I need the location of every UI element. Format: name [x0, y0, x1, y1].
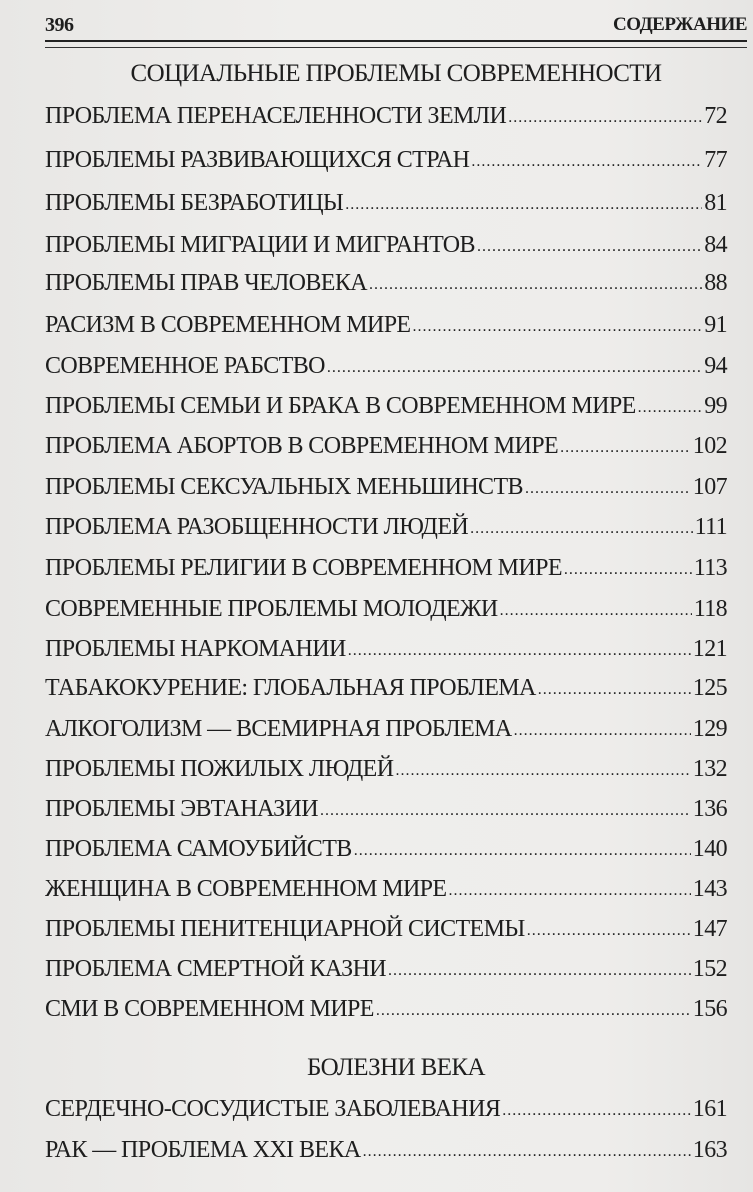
toc-entry-title: ЖЕНЩИНА В СОВРЕМЕННОМ МИРЕ — [45, 876, 447, 902]
toc-entry[interactable] — [45, 876, 727, 906]
toc-entry[interactable] — [45, 1137, 727, 1167]
toc-entry-page: 72 — [704, 103, 727, 129]
toc-entry[interactable] — [45, 675, 727, 705]
page-number: 396 — [45, 14, 74, 36]
toc-entry[interactable] — [45, 956, 727, 986]
toc-entry[interactable] — [45, 514, 727, 544]
toc-entry-page: 94 — [704, 353, 727, 379]
toc-entry-page: 84 — [704, 232, 727, 258]
toc-entry-page: 77 — [704, 147, 727, 173]
toc-entry[interactable] — [45, 756, 727, 786]
toc-entry[interactable] — [45, 312, 727, 342]
dot-leader — [369, 270, 702, 290]
toc-entry-page: 156 — [692, 996, 727, 1022]
dot-leader — [345, 190, 702, 210]
dot-leader — [527, 916, 691, 936]
toc-entry-title: ПРОБЛЕМА ПЕРЕНАСЕЛЕННОСТИ ЗЕМЛИ — [45, 103, 507, 129]
toc-entry-title: ПРОБЛЕМА РАЗОБЩЕННОСТИ ЛЮДЕЙ — [45, 514, 469, 540]
dot-leader — [470, 514, 692, 534]
toc-entry-title: ТАБАКОКУРЕНИЕ: ГЛОБАЛЬНАЯ ПРОБЛЕМА — [45, 675, 536, 701]
header-rule-thin — [45, 47, 747, 48]
toc-entry-title: ПРОБЛЕМЫ ПОЖИЛЫХ ЛЮДЕЙ — [45, 756, 394, 782]
toc-entry[interactable] — [45, 796, 727, 826]
toc-entry-page: 113 — [693, 555, 727, 581]
toc-entry[interactable] — [45, 270, 727, 300]
toc-entry-title: ПРОБЛЕМЫ РАЗВИВАЮЩИХСЯ СТРАН — [45, 147, 470, 173]
toc-entry-title: СМИ В СОВРЕМЕННОМ МИРЕ — [45, 996, 374, 1022]
toc-entry-page: 102 — [692, 433, 727, 459]
dot-leader — [354, 836, 691, 856]
toc-entry-page: 107 — [692, 474, 727, 500]
toc-entry[interactable] — [45, 636, 727, 666]
toc-entry-title: ПРОБЛЕМЫ СЕКСУАЛЬНЫХ МЕНЬШИНСТВ — [45, 474, 523, 500]
dot-leader — [376, 996, 691, 1016]
toc-entry-page: 147 — [692, 916, 727, 942]
dot-leader — [638, 393, 703, 413]
toc-entry[interactable] — [45, 103, 727, 133]
dot-leader — [395, 756, 690, 776]
dot-leader — [471, 147, 702, 167]
toc-entry-page: 91 — [704, 312, 727, 338]
toc-entry[interactable] — [45, 555, 727, 585]
toc-entry-title: ПРОБЛЕМА САМОУБИЙСТВ — [45, 836, 352, 862]
dot-leader — [500, 596, 692, 616]
dot-leader — [320, 796, 691, 816]
dot-leader — [448, 876, 690, 896]
toc-entry[interactable] — [45, 147, 727, 177]
dot-leader — [388, 956, 691, 976]
toc-entry-title: СОВРЕМЕННОЕ РАБСТВО — [45, 353, 325, 379]
toc-entry-page: 118 — [693, 596, 727, 622]
dot-leader — [560, 433, 691, 453]
dot-leader — [514, 716, 691, 736]
toc-entry-page: 81 — [704, 190, 727, 216]
header-rule-thick — [45, 40, 747, 42]
toc-entry-title: СОВРЕМЕННЫЕ ПРОБЛЕМЫ МОЛОДЕЖИ — [45, 596, 498, 622]
toc-entry-page: 111 — [694, 514, 727, 540]
toc-entry[interactable] — [45, 474, 727, 504]
toc-entry-title: ПРОБЛЕМЫ НАРКОМАНИИ — [45, 636, 346, 662]
toc-entry-page: 88 — [704, 270, 727, 296]
toc-entry[interactable] — [45, 716, 727, 746]
dot-leader — [413, 312, 703, 332]
toc-entry-page: 152 — [692, 956, 727, 982]
toc-entry-title: СЕРДЕЧНО-СОСУДИСТЫЕ ЗАБОЛЕВАНИЯ — [45, 1096, 501, 1122]
running-title: СОДЕРЖАНИЕ — [613, 14, 747, 35]
toc-entry-title: ПРОБЛЕМЫ СЕМЬИ И БРАКА В СОВРЕМЕННОМ МИРЕ — [45, 393, 636, 419]
toc-entry[interactable] — [45, 1096, 727, 1126]
dot-leader — [502, 1096, 691, 1116]
dot-leader — [508, 103, 702, 123]
toc-entry-title: ПРОБЛЕМЫ МИГРАЦИИ И МИГРАНТОВ — [45, 232, 475, 258]
section-heading: СОЦИАЛЬНЫЕ ПРОБЛЕМЫ СОВРЕМЕННОСТИ — [130, 60, 662, 87]
toc-entry-title: ПРОБЛЕМЫ ПЕНИТЕНЦИАРНОЙ СИСТЕМЫ — [45, 916, 525, 942]
toc-entry-title: ПРОБЛЕМА АБОРТОВ В СОВРЕМЕННОМ МИРЕ — [45, 433, 559, 459]
dot-leader — [348, 636, 691, 656]
toc-entry-title: РАК — ПРОБЛЕМА XXI ВЕКА — [45, 1137, 361, 1163]
toc-entry[interactable] — [45, 916, 727, 946]
dot-leader — [538, 675, 691, 695]
toc-entry[interactable] — [45, 353, 727, 383]
toc-entry-title: ПРОБЛЕМЫ ПРАВ ЧЕЛОВЕКА — [45, 270, 368, 296]
toc-entry-page: 140 — [692, 836, 727, 862]
dot-leader — [327, 353, 702, 373]
toc-entry-page: 125 — [692, 675, 727, 701]
toc-entry-page: 99 — [704, 393, 727, 419]
toc-entry[interactable] — [45, 190, 727, 220]
dot-leader — [564, 555, 692, 575]
running-head — [45, 14, 747, 40]
toc-entry-page: 132 — [692, 756, 727, 782]
toc-entry-page: 121 — [692, 636, 727, 662]
toc-entry-title: АЛКОГОЛИЗМ — ВСЕМИРНАЯ ПРОБЛЕМА — [45, 716, 512, 742]
toc-entry[interactable] — [45, 232, 727, 262]
toc-entry-title: ПРОБЛЕМА СМЕРТНОЙ КАЗНИ — [45, 956, 387, 982]
section-heading: БОЛЕЗНИ ВЕКА — [307, 1054, 485, 1081]
toc-entry-page: 143 — [692, 876, 727, 902]
dot-leader — [525, 474, 691, 494]
toc-entry-page: 161 — [692, 1096, 727, 1122]
toc-entry-title: ПРОБЛЕМЫ РЕЛИГИИ В СОВРЕМЕННОМ МИРЕ — [45, 555, 562, 581]
dot-leader — [363, 1137, 691, 1157]
dot-leader — [477, 232, 702, 252]
toc-entry-page: 163 — [692, 1137, 727, 1163]
toc-entry-title: ПРОБЛЕМЫ ЭВТАНАЗИИ — [45, 796, 318, 822]
toc-entry-title: ПРОБЛЕМЫ БЕЗРАБОТИЦЫ — [45, 190, 344, 216]
toc-entry-title: РАСИЗМ В СОВРЕМЕННОМ МИРЕ — [45, 312, 411, 338]
toc-entry-page: 129 — [692, 716, 727, 742]
toc-entry[interactable] — [45, 393, 727, 423]
toc-entry-page: 136 — [692, 796, 727, 822]
toc-entry[interactable] — [45, 836, 727, 866]
toc-entry[interactable] — [45, 433, 727, 463]
toc-entry[interactable] — [45, 596, 727, 626]
toc-entry[interactable] — [45, 996, 727, 1026]
